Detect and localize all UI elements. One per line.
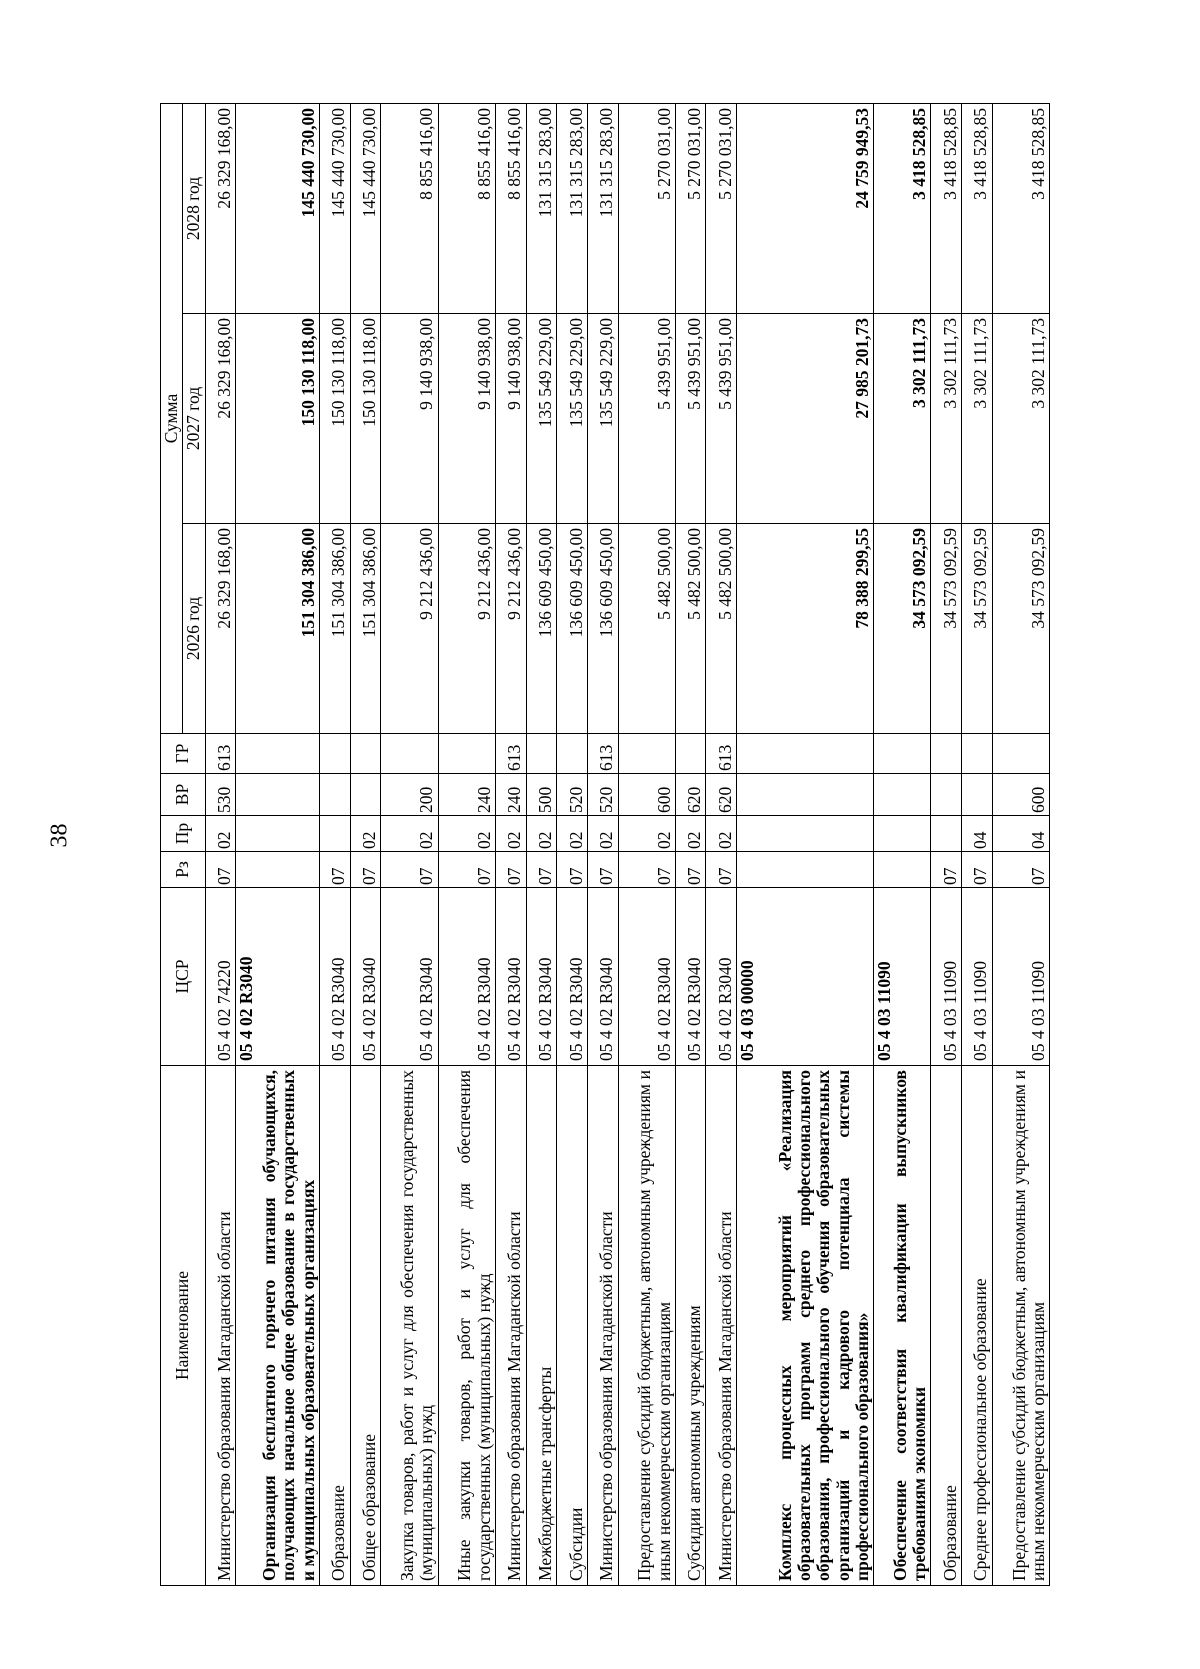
cell-y2026: 9 212 436,00 [438,524,495,734]
cell-rz: 07 [706,852,737,888]
cell-gr [931,734,962,774]
cell-name: Образование [319,1066,350,1586]
cell-vr [350,774,381,816]
cell-gr: 613 [205,734,236,774]
cell-name: Обеспечение соответствия квалификации выпускников требованиям экономики [874,1066,931,1586]
header-pr: Пр [161,816,206,852]
cell-y2027: 3 302 111,73 [992,314,1049,524]
header-summa: Сумма [161,103,183,733]
cell-csr: 05 4 02 R3040 [675,888,706,1066]
table-row [961,103,992,1585]
cell-y2026: 136 609 450,00 [587,524,618,734]
cell-pr [931,816,962,852]
cell-name: Предоставление субсидий бюджетным, автономным учреждениям и иным некоммерческим организациям [618,1066,675,1586]
cell-pr: 02 [381,816,438,852]
cell-gr [350,734,381,774]
cell-pr: 02 [526,816,557,852]
cell-rz: 07 [961,852,992,888]
cell-vr [236,774,320,816]
cell-y2026: 136 609 450,00 [526,524,557,734]
cell-rz: 07 [495,852,526,888]
cell-y2027: 135 549 229,00 [587,314,618,524]
cell-y2026: 78 388 299,55 [737,524,874,734]
cell-y2026: 5 482 500,00 [675,524,706,734]
cell-y2028: 3 418 528,85 [931,103,962,313]
cell-pr [737,816,874,852]
cell-name: Министерство образования Магаданской области [706,1066,737,1586]
cell-y2027: 9 140 938,00 [495,314,526,524]
cell-vr [961,774,992,816]
cell-gr [438,734,495,774]
cell-y2028: 145 440 730,00 [319,103,350,313]
cell-rz: 07 [675,852,706,888]
cell-pr: 02 [675,816,706,852]
cell-name: Среднее профессиональное образование [961,1066,992,1586]
cell-gr [874,734,931,774]
cell-y2026: 151 304 386,00 [350,524,381,734]
cell-y2027: 3 302 111,73 [931,314,962,524]
cell-y2028: 3 418 528,85 [874,103,931,313]
header-csr: ЦСР [161,888,206,1066]
cell-csr: 05 4 03 11090 [931,888,962,1066]
cell-vr: 200 [381,774,438,816]
cell-y2026: 34 573 092,59 [931,524,962,734]
header-name: Наименование [161,1066,206,1586]
cell-y2026: 5 482 500,00 [618,524,675,734]
cell-y2027: 150 130 118,00 [350,314,381,524]
cell-vr [874,774,931,816]
cell-csr: 05 4 03 00000 [737,888,874,1066]
cell-y2026: 151 304 386,00 [236,524,320,734]
cell-pr: 02 [557,816,588,852]
cell-name: Закупка товаров, работ и услуг для обеспечения государственных (муниципальных) нужд [381,1066,438,1586]
cell-name: Министерство образования Магаданской области [495,1066,526,1586]
cell-gr [992,734,1049,774]
header-rz: Рз [161,852,206,888]
cell-y2026: 9 212 436,00 [381,524,438,734]
cell-vr [737,774,874,816]
cell-name: Комплекс процессных мероприятий «Реализация образовательных программ среднего профессионального образования, профессионального обучения образовательных организаций и кадрового потенциала системы профессионального образования» [737,1066,874,1586]
cell-rz: 07 [587,852,618,888]
header-2026: 2026 год [183,524,205,734]
cell-csr: 05 4 03 11090 [992,888,1049,1066]
cell-pr: 02 [706,816,737,852]
cell-y2027: 26 329 168,00 [205,314,236,524]
cell-pr [874,816,931,852]
cell-y2028: 8 855 416,00 [438,103,495,313]
table-row [495,103,526,1585]
page-number: 38 [46,823,73,848]
table-row [618,103,675,1585]
cell-pr: 02 [495,816,526,852]
cell-rz: 07 [205,852,236,888]
cell-y2028: 145 440 730,00 [236,103,320,313]
cell-gr [526,734,557,774]
budget-table [160,103,1050,1586]
cell-gr: 613 [706,734,737,774]
cell-rz: 07 [618,852,675,888]
cell-gr [381,734,438,774]
cell-y2026: 151 304 386,00 [319,524,350,734]
cell-vr: 600 [618,774,675,816]
cell-csr: 05 4 03 11090 [961,888,992,1066]
cell-vr: 620 [706,774,737,816]
cell-y2028: 145 440 730,00 [350,103,381,313]
table-row [737,103,874,1585]
cell-pr: 04 [992,816,1049,852]
cell-csr: 05 4 02 R3040 [618,888,675,1066]
cell-csr: 05 4 02 R3040 [381,888,438,1066]
table-row [350,103,381,1585]
cell-name: Министерство образования Магаданской области [205,1066,236,1586]
cell-csr: 05 4 02 R3040 [319,888,350,1066]
table-row [675,103,706,1585]
header-gr: ГР [161,734,206,774]
cell-y2028: 131 315 283,00 [587,103,618,313]
cell-rz: 07 [931,852,962,888]
table-row [381,103,438,1585]
cell-y2026: 34 573 092,59 [874,524,931,734]
cell-gr: 613 [495,734,526,774]
table-row [931,103,962,1585]
cell-pr: 02 [587,816,618,852]
cell-rz [236,852,320,888]
table-row [587,103,618,1585]
cell-vr: 600 [992,774,1049,816]
cell-csr: 05 4 02 R3040 [526,888,557,1066]
cell-csr: 05 4 03 11090 [874,888,931,1066]
table-row [557,103,588,1585]
cell-name: Организация бесплатного горячего питания обучающихся, получающих начальное общее образование в государственных и муниципальных образовательных организациях [236,1066,320,1586]
cell-y2026: 136 609 450,00 [557,524,588,734]
cell-gr [961,734,992,774]
cell-y2028: 3 418 528,85 [961,103,992,313]
cell-rz [737,852,874,888]
cell-y2028: 5 270 031,00 [618,103,675,313]
cell-y2026: 34 573 092,59 [992,524,1049,734]
cell-y2028: 26 329 168,00 [205,103,236,313]
cell-y2028: 24 759 949,53 [737,103,874,313]
cell-y2028: 3 418 528,85 [992,103,1049,313]
cell-csr: 05 4 02 74220 [205,888,236,1066]
table-row [319,103,350,1585]
cell-y2028: 131 315 283,00 [526,103,557,313]
cell-y2028: 5 270 031,00 [706,103,737,313]
cell-vr [931,774,962,816]
cell-y2027: 5 439 951,00 [618,314,675,524]
cell-name: Общее образование [350,1066,381,1586]
cell-rz: 07 [350,852,381,888]
table-body [205,103,1050,1585]
cell-rz: 07 [992,852,1049,888]
cell-y2027: 9 140 938,00 [438,314,495,524]
cell-gr [557,734,588,774]
cell-csr: 05 4 02 R3040 [438,888,495,1066]
cell-gr [675,734,706,774]
header-2027: 2027 год [183,314,205,524]
cell-y2027: 5 439 951,00 [675,314,706,524]
cell-y2027: 5 439 951,00 [706,314,737,524]
cell-vr: 530 [205,774,236,816]
cell-pr: 02 [205,816,236,852]
table-row [706,103,737,1585]
cell-y2026: 5 482 500,00 [706,524,737,734]
table-header-row [161,103,183,1585]
cell-gr [236,734,320,774]
cell-csr: 05 4 02 R3040 [587,888,618,1066]
cell-name: Межбюджетные трансферты [526,1066,557,1586]
cell-rz: 07 [526,852,557,888]
cell-name: Образование [931,1066,962,1586]
budget-table-container [160,104,1050,1586]
cell-pr [236,816,320,852]
cell-vr: 500 [526,774,557,816]
cell-y2027: 27 985 201,73 [737,314,874,524]
cell-rz: 07 [557,852,588,888]
cell-name: Иные закупки товаров, работ и услуг для обеспечения государственных (муниципальных) нужд [438,1066,495,1586]
cell-vr: 240 [438,774,495,816]
table-row [992,103,1049,1585]
cell-gr [319,734,350,774]
table-row [874,103,931,1585]
cell-vr: 620 [675,774,706,816]
cell-name: Субсидии автономным учреждениям [675,1066,706,1586]
cell-vr: 240 [495,774,526,816]
cell-vr [319,774,350,816]
cell-y2026: 9 212 436,00 [495,524,526,734]
cell-vr: 520 [557,774,588,816]
cell-rz: 07 [438,852,495,888]
cell-y2027: 3 302 111,73 [874,314,931,524]
cell-y2027: 9 140 938,00 [381,314,438,524]
cell-y2028: 131 315 283,00 [557,103,588,313]
cell-y2027: 150 130 118,00 [236,314,320,524]
header-vr: ВР [161,774,206,816]
table-row [205,103,236,1585]
cell-name: Субсидии [557,1066,588,1586]
cell-csr: 05 4 02 R3040 [350,888,381,1066]
table-row [438,103,495,1585]
cell-pr: 02 [438,816,495,852]
cell-y2027: 135 549 229,00 [526,314,557,524]
cell-csr: 05 4 02 R3040 [557,888,588,1066]
cell-y2028: 8 855 416,00 [495,103,526,313]
table-row [526,103,557,1585]
table-row [236,103,320,1585]
cell-pr: 04 [961,816,992,852]
cell-y2026: 34 573 092,59 [961,524,992,734]
cell-y2027: 135 549 229,00 [557,314,588,524]
cell-rz: 07 [319,852,350,888]
cell-name: Предоставление субсидий бюджетным, автономным учреждениям и иным некоммерческим организациям [992,1066,1049,1586]
cell-y2028: 8 855 416,00 [381,103,438,313]
cell-vr: 520 [587,774,618,816]
cell-pr [319,816,350,852]
cell-pr: 02 [350,816,381,852]
cell-csr: 05 4 02 R3040 [706,888,737,1066]
cell-gr [618,734,675,774]
cell-gr [737,734,874,774]
cell-name: Министерство образования Магаданской области [587,1066,618,1586]
cell-rz: 07 [381,852,438,888]
cell-rz [874,852,931,888]
cell-csr: 05 4 02 R3040 [236,888,320,1066]
cell-y2027: 3 302 111,73 [961,314,992,524]
cell-gr: 613 [587,734,618,774]
cell-pr: 02 [618,816,675,852]
cell-y2028: 5 270 031,00 [675,103,706,313]
header-2028: 2028 год [183,103,205,313]
cell-y2027: 150 130 118,00 [319,314,350,524]
cell-y2026: 26 329 168,00 [205,524,236,734]
cell-csr: 05 4 02 R3040 [495,888,526,1066]
